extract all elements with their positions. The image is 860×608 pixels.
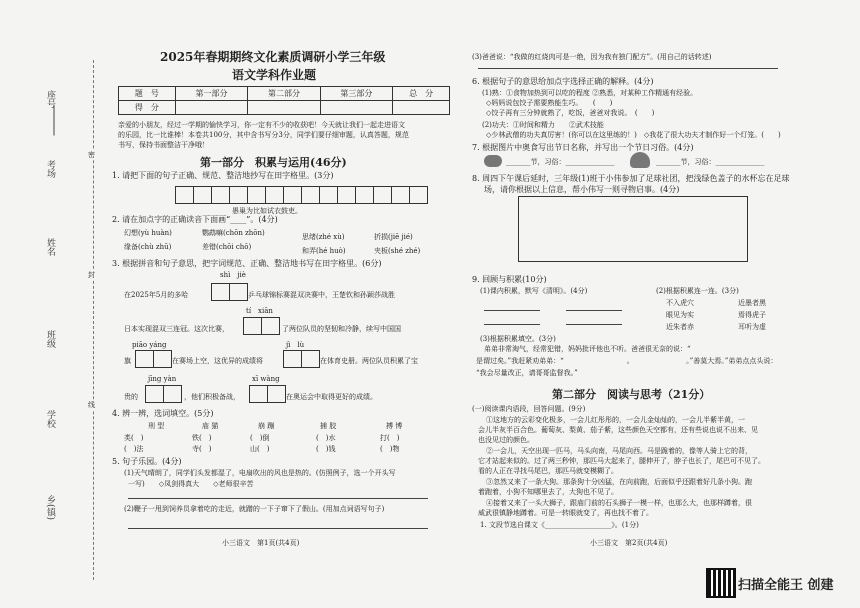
match-left-2[interactable]: 眼见为实 [666,311,694,319]
q5-answer-line-1[interactable] [128,498,428,499]
q2-item-4[interactable]: 折损(jiē jié) [374,233,413,241]
score-cell-part3[interactable] [320,101,392,115]
q7-blank-b[interactable]: _______节，习俗：______________ [656,158,765,166]
reading-p1c: 也没见过的颜色。 [478,436,534,444]
q3-sentence-4b: ，他们积极备战， [184,393,240,401]
q2-item-3[interactable]: 思绪(zhé xù) [302,233,345,241]
q4-blank-9[interactable]: ( )钱 [316,445,336,453]
exam-title: 2025年春期期终文化素质调研小学三年级 [160,50,386,64]
q5-sentence-1b: 一写) ◇凤剑得真大 ◇老师很辛苦 [128,480,254,488]
q5-sentence-2: (2)鞭子一甩到饲养员拿着吃的走近，就蹭的一下子窜下了假山。(用加点词语写句子) [124,505,385,513]
q4-pair-5: 搏 博 [386,422,403,430]
footer-right: 小三语文 第2页(共4页) [590,539,668,547]
exam-subtitle: 语文学科作业题 [232,68,317,82]
q4-blank-3[interactable]: ( )倒 [250,434,270,442]
zongzi-icon [484,155,502,167]
q4-pair-4: 捕 胶 [320,422,337,430]
sidebar-seat-label: 座号 [45,90,55,108]
sidebar-school-label: 学校 [45,410,55,428]
q4-blank-10[interactable]: ( )物 [380,445,400,453]
q3-sentence-3c: 在体育史册。两位队员积累了宝 [320,357,418,365]
q8-prompt: 8. 周四下午课后延时，三年级(1)班于小伟参加了足球社团，把浅绿色盖子的水杯忘在足球 [472,174,790,183]
part1-title: 第一部分 积累与运用(46分) [200,156,347,169]
poem-line-3[interactable] [484,324,540,325]
poem-line-4[interactable] [566,324,622,325]
sidebar-name-label: 姓名 [45,238,55,256]
match-left-1[interactable]: 不入虎穴 [666,299,694,307]
q3-grid-4[interactable] [284,350,320,368]
q1-writing-grid[interactable] [176,186,428,204]
q6-line-2[interactable]: ◇妈妈说包饺子需要熟能生巧。 ( ) [486,99,613,107]
q2-item-2[interactable]: 鹦鹉嘛(chōn zhōn) [202,229,265,237]
intro-line-1: 亲爱的小朋友，经过一学期的愉快学习，你一定有不少的收获吧！今天就让我们一起走进语文 [118,121,405,129]
q4-prompt: 4. 辨一辨，选词填空。(5分) [112,409,214,418]
sidebar-room-label: 考场 [45,160,55,178]
q3-sentence-3b: 在赛场上空，这优异的成绩将 [172,357,263,365]
q2-prompt: 2. 请在加点字的正确读音下面画“____”。(4分) [112,215,278,224]
scanner-watermark: 扫描全能王 创建 [738,578,834,593]
q3-grid-2[interactable] [244,317,280,335]
q3-grid-1[interactable] [212,283,248,301]
q8-notice-box[interactable] [518,196,748,262]
q5-answer-line-2[interactable] [128,528,428,529]
q3-sentence-2b: 了两位队员的坚韧和冷静，续写中国国 [282,325,401,333]
reading-p4: ④接着又来了一头大狮子，跟庙门前的石头狮子一模一样，也那么大，也那样蹲着，很 [486,499,752,507]
q6-line-3[interactable]: ◇饺子再有三分钟就熟了，吃饭，爸爸对我说。 ( ) [486,109,655,117]
q3-pinyin-4b: xī wàng [252,375,280,383]
match-left-3[interactable]: 近朱者赤 [666,323,694,331]
footer-left: 小三语文 第1页(共4页) [222,539,300,547]
q5-answer-line-3[interactable] [478,68,778,69]
score-cell-part1[interactable] [175,101,247,115]
q6-line-5[interactable]: ◇少林武僧的功夫真厉害！(你可以在这里练的！) ◇我花了很大功夫才制作好一个灯笼。( ) [486,131,781,139]
q3-sentence-3a: 旗 [124,357,131,365]
q2-item-1[interactable]: 幻想(yù huàn) [124,229,172,237]
intro-line-3: 书写，保持书面整洁干净哦！ [118,141,209,149]
q3-sentence-1a: 在2025年5月的多哈 [124,291,189,299]
q6-line-4: (2)功夫：①时间和精力 ②武术技能 [482,121,604,129]
q9-fill-1: 弟弟非常淘气，经常犯错，妈妈批评他也不听。爸爸很无奈的说：“ [484,345,691,353]
q4-blank-8[interactable]: 山( ) [250,445,270,453]
q3-sentence-4c: 在奥运会中取得更好的成绩。 [286,393,377,401]
score-header-qnum: 题 号 [119,87,176,101]
score-header-part1: 第一部分 [175,87,247,101]
q3-grid-3[interactable] [136,350,172,368]
q4-pair-2: 庙 猫 [202,422,219,430]
reading-p4b: 威武很镇静地蹲着。可是一转眼就变了，再也找不着了。 [478,509,653,517]
q2-item-7[interactable]: 和弄(hé huò) [302,247,346,255]
sidebar-town-label: 乡(镇) [45,495,55,521]
q5-sentence-1: (1)天气晴朗了，同学们头发都湿了，电扇吹出的风也是热的。(仿照例子，选一个开头写 [124,469,396,477]
q3-prompt: 3. 根据拼音和句子意思，把字词规范、正确、整洁地书写在田字格里。(6分) [112,259,382,268]
score-cell-part2[interactable] [248,101,320,115]
q4-blank-2[interactable]: 铁( ) [192,434,212,442]
poem-line-1[interactable] [484,310,540,311]
intro-line-2: 的乐园，比一比谁棒！本卷共100分，其中含书写分3分，同学们要仔细审题，认真答题，规范 [118,131,409,139]
q3-sentence-2a: 日本实现混双三连冠。这次比赛， [124,325,229,333]
q9-prompt: 9. 回顾与积累(10分) [472,275,547,284]
reading-p1: ①这地方的云彩变化极多，一会儿红彤彤的，一会儿金灿灿的，一会儿半紫半黄，一 [486,416,745,424]
reading-p2b: 它才站起来似的。过了两三秒钟，那匹马大起来了，腿伸开了，脖子也长了，尾巴可不见了。 [478,457,765,465]
sidebar-class-label: 班级 [45,330,55,348]
q2-item-8[interactable]: 夹板(shé zhé) [374,247,421,255]
q5-prompt: 5. 句子乐园。(4分) [112,457,182,466]
seal-char-2: 封 [88,271,95,279]
reading-p2: ②一会儿，天空出现一匹马，马头向南，马尾向西。马是跪着的，像等人骑上它的背， [486,447,752,455]
q7-prompt: 7. 根据图片中奥食写出节日名称，并写出一个节日习俗。(4分) [472,143,694,152]
q2-item-5[interactable]: 缘备(chù zhū) [124,243,172,251]
mooncake-icon [630,152,650,168]
reading-p3: ③忽然又来了一条大狗。那条狗十分凶猛，在向前跑，后面似乎还跟着好几条小狗。跑 [486,478,752,486]
q3-grid-6[interactable] [250,385,286,403]
score-row-label: 得 分 [119,101,176,115]
q6-line-1: (1)熟：①食物加热到可以吃的程度 ②熟悉，对某种工作精通有经验。 [482,89,698,97]
q9-fill-3: “我会尽量改正，请哥哥监督我。” [476,369,578,377]
match-right-1[interactable]: 近墨者黑 [738,299,766,307]
q3-pinyin-3: piāo yáng [132,341,167,349]
q4-blank-6[interactable]: ( )法 [124,445,144,453]
q9-sub2: (2)根据积累连一连。(3分) [656,287,739,295]
q8-prompt-2: 场，请你根据以上信息，帮小伟写一则寻物启事。(4分) [484,185,680,194]
reading-p3b: 着跑着，小狗不知哪里去了，大狗也不见了。 [478,488,618,496]
q4-blank-5[interactable]: 打( ) [380,434,400,442]
q3-pinyin-3b: jì lù [286,341,305,349]
q4-blank-4[interactable]: ( )水 [316,434,336,442]
seal-char-3: 线 [88,401,95,409]
score-table [118,86,450,115]
q1-prompt: 1. 请把下面的句子正确、规范、整洁地抄写在田字格里。(3分) [112,171,334,180]
q6-prompt: 6. 根据句子的意思给加点字选择正确的解释。(4分) [472,77,654,86]
q3-pinyin-2: tí xiān [246,307,273,315]
q3-sentence-1b: 乒乓球锦标赛混双决赛中，王楚钦和孙颖莎战胜 [248,291,395,299]
binding-line [93,60,94,580]
poem-line-2[interactable] [566,310,622,311]
score-header-part3: 第三部分 [320,87,392,101]
q9-sub3: (3)根据积累填空。(3分) [480,335,556,343]
match-right-3[interactable]: 耳听为虚 [738,323,766,331]
q9-fill-2[interactable]: 是谓过矣。”我赶紧劝弟弟：“ 。 。”善莫大焉。”弟弟点点头说： [476,357,778,365]
q3-pinyin-1: shì jiè [220,271,246,279]
q3-grid-5[interactable] [146,385,182,403]
part2-title: 第二部分 阅读与思考（21分） [552,388,711,401]
q3-pinyin-4: jīng yàn [148,375,177,383]
reading-section-title: (一)阅读课内语段，回答问题。(9分) [472,405,586,413]
q4-pair-3: 崩 蹦 [258,422,275,430]
q4-blank-7[interactable]: 寺( ) [192,445,212,453]
q5-part3: (3)爸爸说：“我做的红烧肉可是一绝，因为我有独门配方”。(用自己的话转述) [472,53,712,61]
q7-blank-a[interactable]: _______节，习俗：______________ [506,158,615,166]
q4-blank-1[interactable]: 类( ) [124,434,144,442]
reading-p1b: 会儿半灰半百合色。葡萄灰、梨黄、茄子紫，这些颜色天空都有，还有些说也说不出来、见 [478,426,758,434]
qr-code-icon [706,568,736,598]
q4-pair-1: 刑 型 [148,422,165,430]
score-cell-total[interactable] [393,101,450,115]
reading-p2c: 看的人正在寻找马尾巴，那匹马就变模糊了。 [478,467,618,475]
q3-sentence-4a: 贵的 [124,393,138,401]
q9-sub1: (1)课内积累，默写《清明》。(4分) [480,287,588,295]
seal-char-1: 密 [88,151,95,159]
score-header-part2: 第二部分 [248,87,320,101]
score-header-total: 总 分 [393,87,450,101]
match-right-2[interactable]: 焉得虎子 [738,311,766,319]
q1-sample-sentence: 愚巢为比如试衣鼓吏。 [232,207,302,215]
reading-q1[interactable]: 1. 文段节选自课文《___________________》。(1分) [480,521,639,529]
q2-item-6[interactable]: 差错(chōi chō) [202,243,252,251]
